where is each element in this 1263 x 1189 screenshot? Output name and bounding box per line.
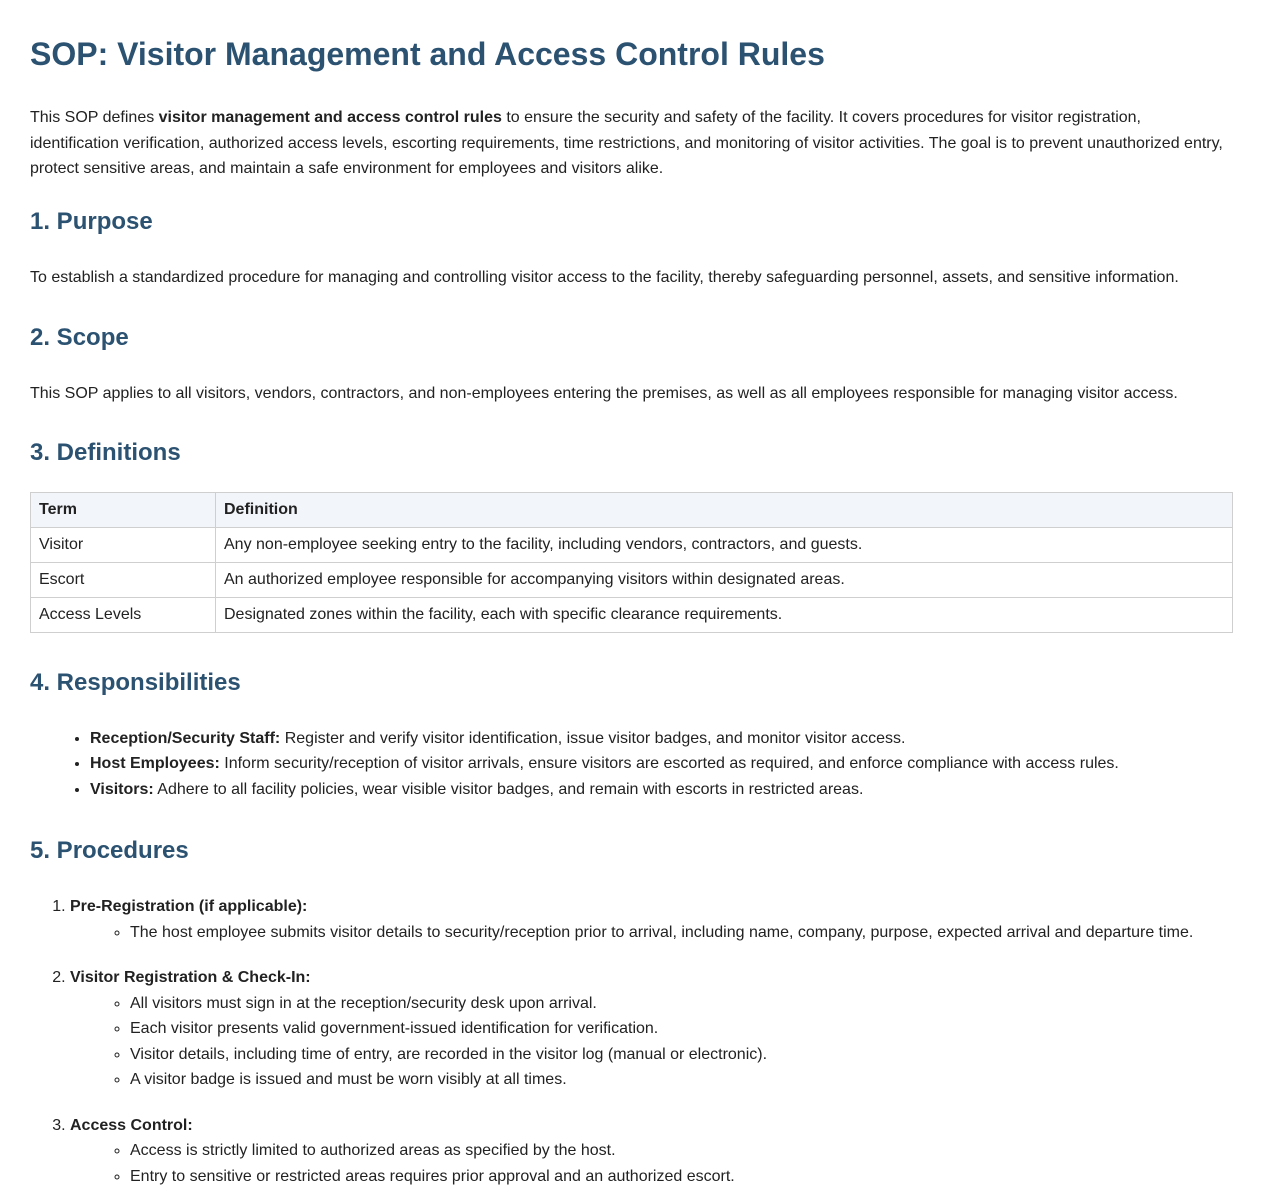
role-label: Visitors: xyxy=(90,780,154,798)
column-header-term: Term xyxy=(31,492,216,527)
procedure-step-title: Pre-Registration (if applicable): xyxy=(70,898,308,916)
list-item: ◦ Each visitor presents valid government-issued identification for verification. xyxy=(130,1016,1233,1042)
procedure-substeps xyxy=(70,920,1233,946)
scope-heading: 2. Scope xyxy=(30,323,129,351)
role-text: Inform security/reception of visitor arrivals, ensure visitors are escorted as required, and enforce compliance with access rules. xyxy=(219,755,1119,773)
intro-text-end: to ensure the security and safety of the facility. It covers procedures for visitor registration, identification verification, authorized access levels, escorting requirements, time restrictions, and monitoring of visitor activities. The goal is to prevent unauthorized entry, protect sensitive areas, and maintain a safe environment for employees and visitors alike. xyxy=(30,109,1223,178)
table-row xyxy=(31,562,1233,597)
table-header-row xyxy=(31,492,1233,527)
definition-cell: Any non-employee seeking entry to the facility, including vendors, contractors, and guests. xyxy=(216,527,1233,562)
list-item: ◦ The host employee submits visitor details to security/reception prior to arrival, including name, company, purpose, expected arrival and departure time. xyxy=(130,920,1233,946)
term-cell: Access Levels xyxy=(31,597,216,632)
role-label: Host Employees: xyxy=(90,755,220,773)
definitions-heading: 3. Definitions xyxy=(30,439,181,467)
column-header-definition: Definition xyxy=(216,492,1233,527)
role-text: Register and verify visitor identification, issue visitor badges, and monitor visitor access. xyxy=(280,729,906,747)
term-cell: Escort xyxy=(31,562,216,597)
role-text: Adhere to all facility policies, wear visible visitor badges, and remain with escorts in restricted areas. xyxy=(153,780,864,798)
term-cell: Visitor xyxy=(31,527,216,562)
procedure-step xyxy=(70,965,1233,1093)
list-item: ◦ A visitor badge is issued and must be worn visibly at all times. xyxy=(130,1067,1233,1093)
list-item: ◦ All visitors must sign in at the reception/security desk upon arrival. xyxy=(130,991,1233,1017)
procedure-step xyxy=(70,894,1233,945)
intro-bold-text: visitor management and access control rules xyxy=(158,109,502,126)
list-item: ◦ Visitor details, including time of entry, are recorded in the visitor log (manual or electronic). xyxy=(130,1042,1233,1068)
page-title: SOP: Visitor Management and Access Control Rules xyxy=(30,36,825,72)
scope-text: This SOP applies to all visitors, vendors, contractors, and non-employees entering the premises, as well as all employees responsible for managing visitor access. xyxy=(30,384,1178,402)
table-row xyxy=(31,597,1233,632)
procedure-step-title: Access Control: xyxy=(70,1116,193,1134)
procedure-substeps xyxy=(70,991,1233,1093)
intro-text-start: This SOP defines xyxy=(30,109,159,126)
list-item xyxy=(90,751,1233,777)
responsibilities-list xyxy=(30,726,1233,803)
responsibilities-heading: 4. Responsibilities xyxy=(30,668,241,696)
procedure-step-title: Visitor Registration & Check-In: xyxy=(70,969,311,987)
list-item xyxy=(90,777,1233,803)
purpose-heading: 1. Purpose xyxy=(30,207,153,235)
list-item: ◦ Entry to sensitive or restricted areas requires prior approval and an authorized escort. xyxy=(130,1164,1233,1189)
definition-cell: An authorized employee responsible for accompanying visitors within designated areas. xyxy=(216,562,1233,597)
procedure-step xyxy=(70,1113,1233,1189)
procedure-substeps xyxy=(70,1138,1233,1189)
procedures-heading: 5. Procedures xyxy=(30,837,189,865)
table-row xyxy=(31,527,1233,562)
definitions-table xyxy=(30,492,1233,633)
procedures-list xyxy=(30,894,1233,1189)
intro-paragraph xyxy=(30,105,1233,182)
list-item: ◦ Access is strictly limited to authorized areas as specified by the host. xyxy=(130,1138,1233,1164)
purpose-text: To establish a standardized procedure for managing and controlling visitor access to the facility, thereby safeguarding personnel, assets, and sensitive information. xyxy=(30,268,1179,286)
role-label: Reception/Security Staff: xyxy=(90,729,281,747)
definition-cell: Designated zones within the facility, each with specific clearance requirements. xyxy=(216,597,1233,632)
list-item xyxy=(90,726,1233,752)
